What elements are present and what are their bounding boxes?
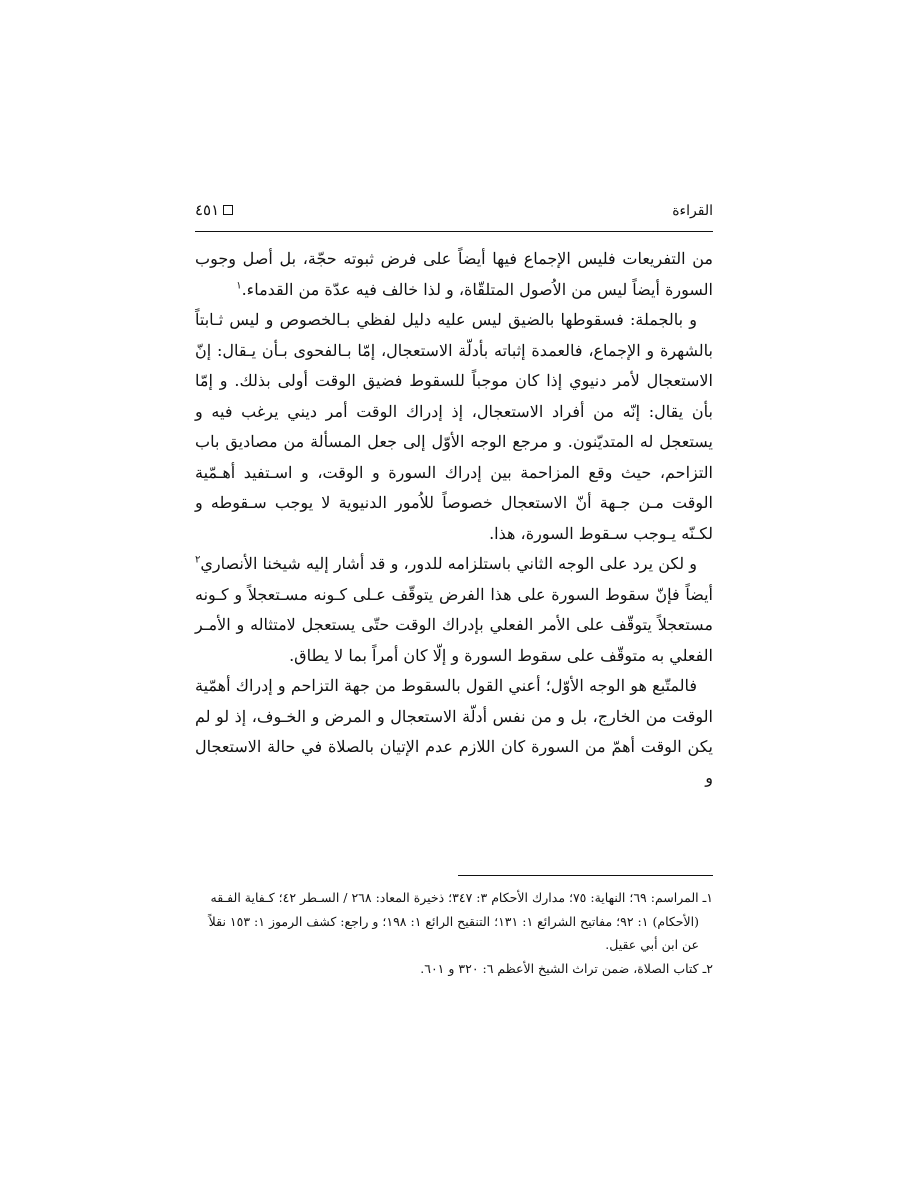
page-number-value: ٤٥١ [195,201,220,219]
footnote-1-line-1: ١ـ المراسم: ٦٩؛ النهاية: ٧٥؛ مدارك الأحكام ٣: ٣٤٧؛ ذخيرة المعاد: ٢٦٨ / السـطر ٤٢؛ كـفاية الفـقه [210,890,713,905]
footnote-2: ٢ـ كتاب الصلاة، ضمن تراث الشيخ الأعظم ٦: ٣٢٠ و ٦٠١. [420,960,713,976]
page-number [195,201,233,219]
header-divider [195,231,713,232]
running-title: القراءة [672,203,713,219]
hollow-square-icon [223,205,233,215]
footnote-1-line-2: (الأحكام) ١: ٩٢؛ مفاتيح الشرائع ١: ١٣١؛ التنقيح الرائع ١: ١٩٨؛ و راجع: كشف الرموز ١: ١٥٣ نقلاً [208,913,699,929]
footnote-divider [458,875,713,876]
paragraph-1-text: من التفريعات فليس الإجماع فيها أيضاً على فرض ثبوته حجّة، بل أصل وجوب السورة أيضاً ليس من الاُصول المتلقّاة، و لذا خالف فيه عدّة من القدماء. [195,249,713,299]
paragraph-1 [195,244,713,305]
paragraph-4: فالمتّبع هو الوجه الأوّل؛ أعني القول بالسقوط من جهة التزاحم و إدراك أهمّية الوقت من الخارج، بل و من نفس أدلّة الاستعجال و المرض و الخـوف، إذ لو لم يكن الوقت أهمّ من السورة كان اللازم عدم الإتيان بالصلاة في حالة الاستعجال و [195,676,713,787]
footnote-ref-2: ٢ [195,554,201,566]
paragraph-3 [195,549,713,671]
paragraph-3-text-a: و لكن يرد على الوجه الثاني باستلزامه للدور، و قد أشار إليه شيخنا الأنصاري [200,554,697,573]
body-text [195,244,713,793]
paragraph-3-text-b: أيضاً فإنّ سقوط السورة على هذا الفرض يتوقّف عـلى كـونه مسـتعجلاً و كـونه مستعجلاً يتوقّف على الأمر الفعلي بإدراك الوقت حتّى يستعجل لامتثاله و الأمـر الفعلي به متوقّف على سقوط السورة و إلّا كان أمراً بما لا يطاق. [195,584,713,665]
footnotes [195,886,713,980]
page-header [195,200,713,226]
footnote-ref-1: ١ [236,280,242,292]
footnote-1-line-3: عن ابن أبي عقيل. [605,937,699,952]
paragraph-2: و بالجملة: فسقوطها بالضيق ليس عليه دليل لفظي بـالخصوص و ليس ثـابتاً بالشهرة و الإجماع، فالعمدة إثباته بأدلّة الاستعجال، إمّا بـالفحوى بـأن يـقال: إنّ الاستعجال لأمر دنيوي إذا كان موجباً للسقوط فضيق الوقت أولى بذلك. و إمّا بأن يقال: إنّه من أفراد الاستعجال، إذ إدراك الوقت أمر ديني يرغب فيه و يستعجل له المتديّنون. و مرجع الوجه الأوّل إلى جعل المسألة من مصاديق باب التزاحم، حيث وقع المزاحمة بين إدراك السورة و الوقت، و اسـتفيد أهـمّية الوقت مـن جـهة أنّ الاستعجال خصوصاً للاُمور الدنيوية لا يوجب سـقوطه و لكـنّه يـوجب سـقوط السورة، هذا. [195,310,713,543]
